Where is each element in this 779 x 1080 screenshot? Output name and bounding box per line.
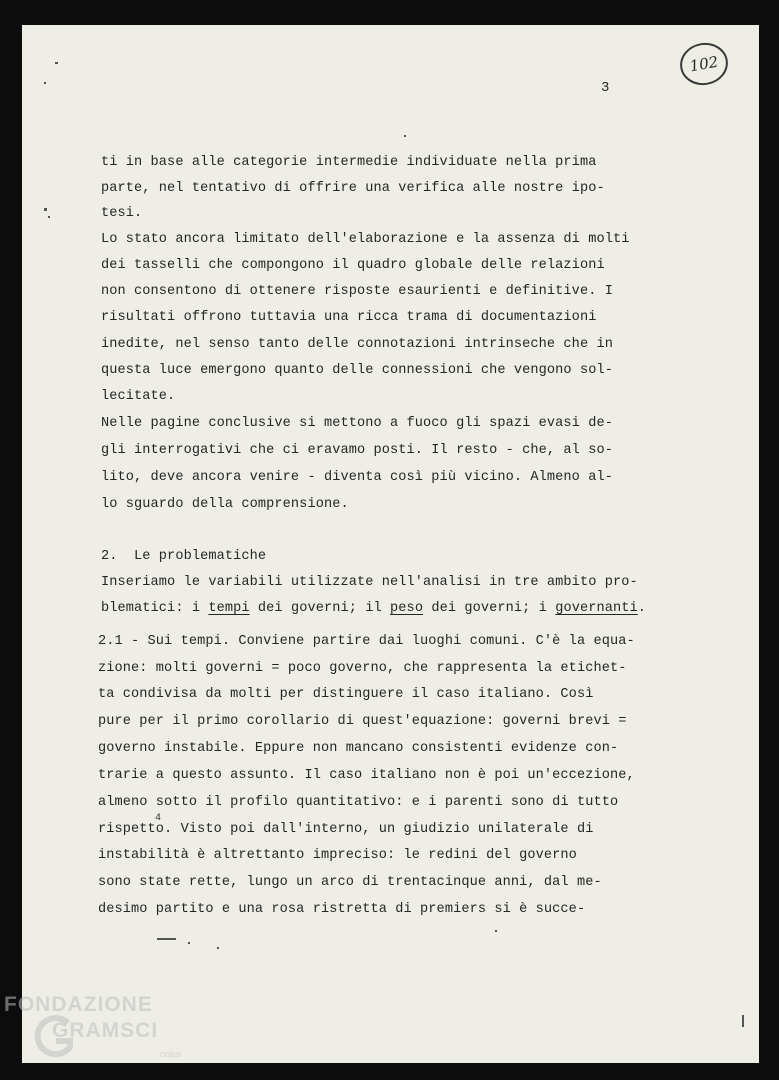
body-line: governo instabile. Eppure non mancano consistenti evidenze con- xyxy=(98,741,619,756)
watermark-logo xyxy=(4,993,204,1073)
section-heading: 2. Le problematiche xyxy=(101,549,267,564)
body-line: ta condivisa da molti per distinguere il caso italiano. Così xyxy=(98,687,594,702)
scan-speck xyxy=(44,82,46,84)
body-line: gli interrogativi che ci eravamo posti. Il resto - che, al so- xyxy=(101,443,613,458)
body-line: lo sguardo della comprensione. xyxy=(101,497,349,512)
body-line: non consentono di ottenere risposte esaurienti e definitive. I xyxy=(101,284,613,299)
document-page xyxy=(22,25,759,1063)
body-line: ti in base alle categorie intermedie individuate nella prima xyxy=(101,155,597,170)
body-line: lecitate. xyxy=(101,389,176,404)
body-line: almeno sotto il profilo quantitativo: e i parenti sono di tutto xyxy=(98,795,619,810)
body-line: Nelle pagine conclusive si mettono a fuoco gli spazi evasi de- xyxy=(101,416,613,431)
underlined-term: peso xyxy=(390,601,424,616)
watermark-line1: FONDAZIONE xyxy=(4,993,153,1016)
body-line: dei tasselli che compongono il quadro globale delle relazioni xyxy=(101,258,605,273)
footnote-marker: 4 xyxy=(155,813,162,824)
body-line: Lo stato ancora limitato dell'elaborazione e la assenza di molti xyxy=(101,232,630,247)
body-line: zione: molti governi = poco governo, che rappresenta la etichet- xyxy=(98,661,627,676)
page-number: 3 xyxy=(601,80,610,96)
watermark-line2: GRAMSCI xyxy=(52,1019,159,1042)
body-line: questa luce emergono quanto delle connessioni che vengono sol- xyxy=(101,363,613,378)
body-line: desimo partito e una rosa ristretta di premiers si è succe- xyxy=(98,902,586,917)
body-line: risultati offrono tuttavia una ricca trama di documentazioni xyxy=(101,310,597,325)
scan-speck xyxy=(48,216,50,218)
scan-speck xyxy=(217,947,219,949)
scan-speck xyxy=(188,942,190,944)
body-line: parte, nel tentativo di offrire una verifica alle nostre ipo- xyxy=(101,181,605,196)
underlined-term: tempi xyxy=(208,601,250,616)
scan-speck xyxy=(742,1015,744,1027)
archive-stamp-number: 102 xyxy=(677,39,732,89)
body-line: pure per il primo corollario di quest'equazione: governi brevi = xyxy=(98,714,627,729)
scan-speck xyxy=(404,135,406,137)
scan-speck xyxy=(495,930,497,932)
scan-speck xyxy=(55,62,58,64)
body-line: sono state rette, lungo un arco di trentacinque anni, dal me- xyxy=(98,875,602,890)
body-line: rispetto. Visto poi dall'interno, un giudizio unilaterale di xyxy=(98,822,594,837)
body-line: instabilità è altrettanto impreciso: le redini del governo xyxy=(98,848,577,863)
scan-speck xyxy=(157,938,176,940)
body-line: trarie a questo assunto. Il caso italiano non è poi un'eccezione, xyxy=(98,768,635,783)
body-line: blematici: i tempi dei governi; il peso dei governi; i governanti. xyxy=(101,601,647,616)
body-line: lito, deve ancora venire - diventa così più vicino. Almeno al- xyxy=(101,470,613,485)
underlined-term: governanti xyxy=(555,601,638,616)
body-line: tesi. xyxy=(101,206,143,221)
watermark-suffix: onlus xyxy=(160,1049,182,1059)
scan-speck xyxy=(44,208,47,211)
body-line: Inseriamo le variabili utilizzate nell'analisi in tre ambito pro- xyxy=(101,575,638,590)
body-line: 2.1 - Sui tempi. Conviene partire dai luoghi comuni. C'è la equa- xyxy=(98,634,635,649)
body-line: inedite, nel senso tanto delle connotazioni intrinseche che in xyxy=(101,337,613,352)
